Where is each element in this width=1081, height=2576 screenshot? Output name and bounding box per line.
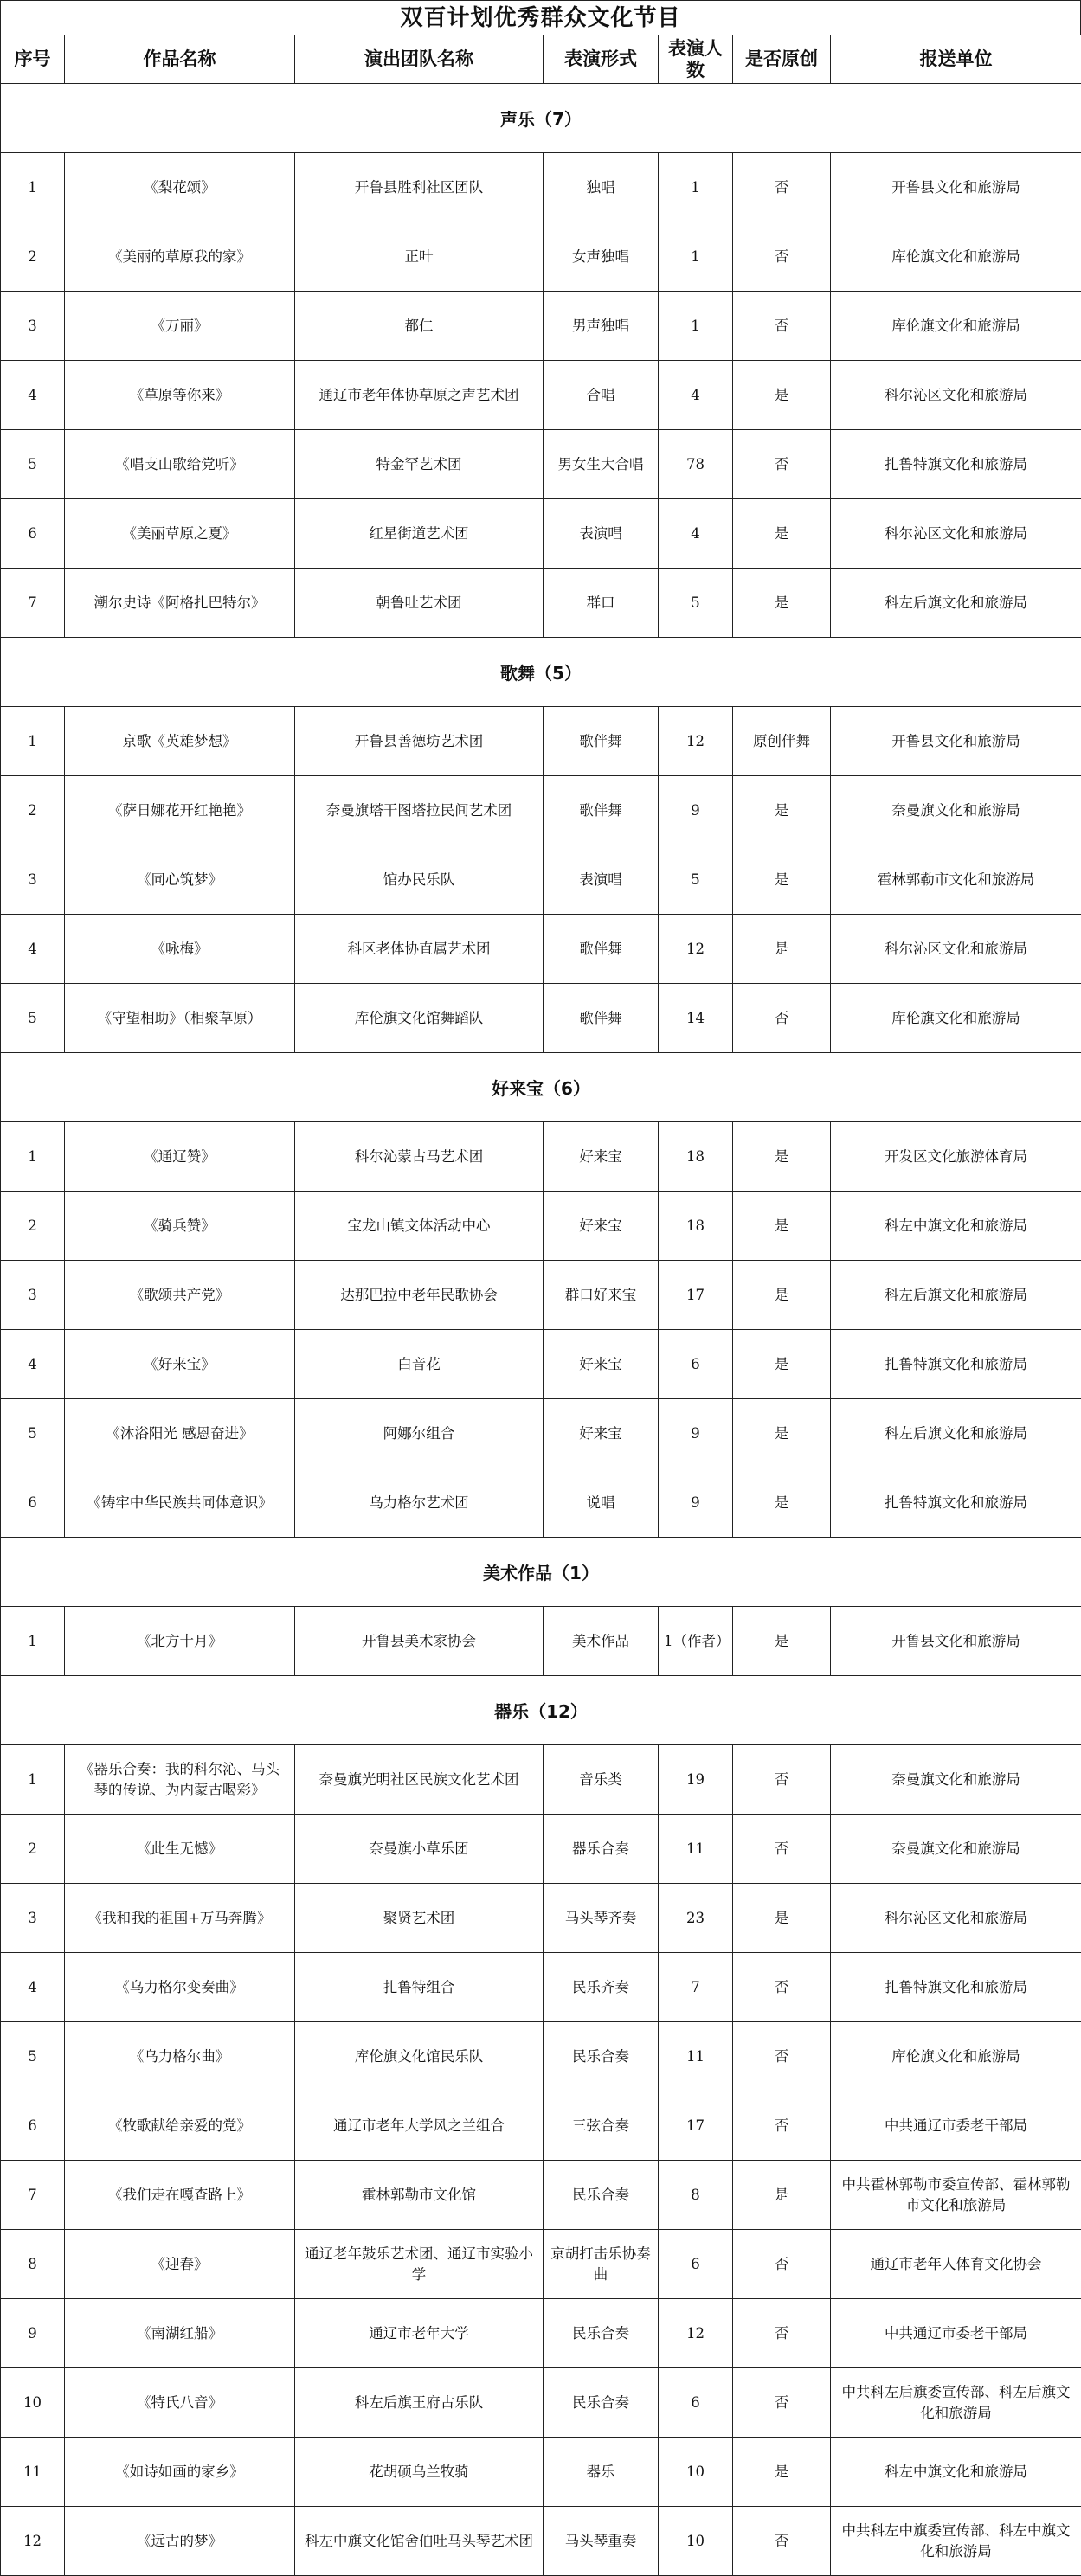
table-row [1, 1745, 1081, 1815]
cell-work-name: 《好来宝》 [65, 1330, 295, 1399]
cell-work-name: 《北方十月》 [65, 1607, 295, 1676]
cell-team-name: 红星街道艺术团 [295, 499, 544, 569]
cell-form: 群口好来宝 [544, 1261, 659, 1330]
cell-team-name: 科区老体协直属艺术团 [295, 915, 544, 984]
cell-team-name: 达那巴拉中老年民歌协会 [295, 1261, 544, 1330]
cell-original: 否 [733, 2299, 831, 2368]
cell-original: 否 [733, 292, 831, 361]
cell-work-name: 《铸牢中华民族共同体意识》 [65, 1468, 295, 1538]
table-row [1, 2507, 1081, 2576]
table-row [1, 1607, 1081, 1676]
cell-performers: 4 [659, 361, 733, 430]
section-header-row [1, 638, 1081, 707]
table-row [1, 845, 1081, 915]
cell-team-name: 通辽老年鼓乐艺术团、通辽市实验小学 [295, 2230, 544, 2299]
cell-form: 男声独唱 [544, 292, 659, 361]
cell-work-name: 《特氏八音》 [65, 2368, 295, 2438]
cell-team-name: 乌力格尔艺术团 [295, 1468, 544, 1538]
cell-performers: 14 [659, 984, 733, 1053]
cell-performers: 11 [659, 2022, 733, 2091]
cell-team-name: 通辽市老年大学风之兰组合 [295, 2091, 544, 2161]
table-row [1, 776, 1081, 845]
cell-original: 否 [733, 222, 831, 292]
cell-team-name: 阿娜尔组合 [295, 1399, 544, 1468]
cell-performers: 9 [659, 1399, 733, 1468]
table-row [1, 1399, 1081, 1468]
cell-original: 否 [733, 2022, 831, 2091]
cell-performers: 17 [659, 1261, 733, 1330]
cell-index: 5 [1, 2022, 65, 2091]
cell-performers: 12 [659, 915, 733, 984]
table-row [1, 499, 1081, 569]
cell-performers: 6 [659, 2368, 733, 2438]
table-row [1, 1815, 1081, 1884]
cell-work-name: 《同心筑梦》 [65, 845, 295, 915]
cell-team-name: 宝龙山镇文体活动中心 [295, 1192, 544, 1261]
cell-index: 4 [1, 915, 65, 984]
cell-submitting-unit: 中共通辽市委老干部局 [831, 2299, 1081, 2368]
cell-work-name: 《美丽草原之夏》 [65, 499, 295, 569]
cell-original: 是 [733, 1468, 831, 1538]
cell-form: 京胡打击乐协奏曲 [544, 2230, 659, 2299]
cell-team-name: 通辽市老年大学 [295, 2299, 544, 2368]
cell-performers: 5 [659, 845, 733, 915]
table-row [1, 361, 1081, 430]
cell-form: 马头琴齐奏 [544, 1884, 659, 1953]
table-row [1, 430, 1081, 499]
section-title: 声乐（7） [1, 84, 1081, 153]
cell-performers: 17 [659, 2091, 733, 2161]
cell-form: 三弦合奏 [544, 2091, 659, 2161]
cell-team-name: 都仁 [295, 292, 544, 361]
cell-team-name: 特金罕艺术团 [295, 430, 544, 499]
cell-submitting-unit: 开发区文化旅游体育局 [831, 1122, 1081, 1192]
cell-work-name: 《我和我的祖国+万马奔腾》 [65, 1884, 295, 1953]
cell-work-name: 《骑兵赞》 [65, 1192, 295, 1261]
cell-work-name: 《南湖红船》 [65, 2299, 295, 2368]
program-table [0, 35, 1081, 2576]
cell-performers: 11 [659, 1815, 733, 1884]
cell-team-name: 科尔沁蒙古马艺术团 [295, 1122, 544, 1192]
cell-form: 歌伴舞 [544, 915, 659, 984]
cell-index: 3 [1, 292, 65, 361]
section-header-row [1, 84, 1081, 153]
cell-work-name: 《萨日娜花开红艳艳》 [65, 776, 295, 845]
cell-performers: 9 [659, 776, 733, 845]
cell-submitting-unit: 科尔沁区文化和旅游局 [831, 915, 1081, 984]
cell-submitting-unit: 库伦旗文化和旅游局 [831, 984, 1081, 1053]
cell-work-name: 《乌力格尔变奏曲》 [65, 1953, 295, 2022]
cell-team-name: 科左中旗文化馆舍伯吐马头琴艺术团 [295, 2507, 544, 2576]
cell-original: 是 [733, 1607, 831, 1676]
cell-performers: 18 [659, 1192, 733, 1261]
section-title: 器乐（12） [1, 1676, 1081, 1745]
cell-form: 民乐合奏 [544, 2299, 659, 2368]
cell-submitting-unit: 通辽市老年人体育文化协会 [831, 2230, 1081, 2299]
cell-index: 9 [1, 2299, 65, 2368]
cell-team-name: 开鲁县美术家协会 [295, 1607, 544, 1676]
cell-submitting-unit: 科尔沁区文化和旅游局 [831, 1884, 1081, 1953]
cell-team-name: 聚贤艺术团 [295, 1884, 544, 1953]
cell-index: 5 [1, 430, 65, 499]
cell-form: 男女生大合唱 [544, 430, 659, 499]
cell-index: 1 [1, 1122, 65, 1192]
cell-performers: 1 [659, 222, 733, 292]
cell-work-name: 《远古的梦》 [65, 2507, 295, 2576]
cell-submitting-unit: 科左后旗文化和旅游局 [831, 569, 1081, 638]
cell-team-name: 花胡硕乌兰牧骑 [295, 2438, 544, 2507]
cell-submitting-unit: 中共通辽市委老干部局 [831, 2091, 1081, 2161]
cell-original: 是 [733, 1884, 831, 1953]
table-row [1, 2161, 1081, 2230]
cell-team-name: 科左后旗王府古乐队 [295, 2368, 544, 2438]
section-header-row [1, 1676, 1081, 1745]
cell-original: 是 [733, 569, 831, 638]
cell-submitting-unit: 扎鲁特旗文化和旅游局 [831, 430, 1081, 499]
cell-work-name: 《沐浴阳光 感恩奋进》 [65, 1399, 295, 1468]
table-row [1, 2438, 1081, 2507]
cell-performers: 1 [659, 153, 733, 222]
cell-index: 3 [1, 1884, 65, 1953]
header-submitting-unit: 报送单位 [831, 35, 1081, 84]
cell-index: 1 [1, 1607, 65, 1676]
cell-index: 12 [1, 2507, 65, 2576]
cell-submitting-unit: 扎鲁特旗文化和旅游局 [831, 1953, 1081, 2022]
section-header-row [1, 1053, 1081, 1122]
cell-index: 5 [1, 984, 65, 1053]
cell-original: 否 [733, 430, 831, 499]
cell-form: 民乐合奏 [544, 2368, 659, 2438]
cell-original: 是 [733, 1122, 831, 1192]
cell-original: 是 [733, 1399, 831, 1468]
cell-team-name: 库伦旗文化馆民乐队 [295, 2022, 544, 2091]
cell-work-name: 《牧歌献给亲爱的党》 [65, 2091, 295, 2161]
cell-performers: 12 [659, 707, 733, 776]
cell-form: 女声独唱 [544, 222, 659, 292]
cell-original: 是 [733, 1261, 831, 1330]
cell-team-name: 霍林郭勒市文化馆 [295, 2161, 544, 2230]
cell-original: 是 [733, 361, 831, 430]
table-row [1, 2368, 1081, 2438]
cell-index: 1 [1, 707, 65, 776]
cell-performers: 7 [659, 1953, 733, 2022]
table-row [1, 222, 1081, 292]
header-row [1, 35, 1081, 84]
cell-performers: 78 [659, 430, 733, 499]
cell-work-name: 《梨花颂》 [65, 153, 295, 222]
cell-original: 否 [733, 1953, 831, 2022]
cell-index: 1 [1, 153, 65, 222]
cell-submitting-unit: 中共霍林郭勒市委宣传部、霍林郭勒市文化和旅游局 [831, 2161, 1081, 2230]
cell-original: 是 [733, 915, 831, 984]
cell-original: 是 [733, 499, 831, 569]
section-title: 美术作品（1） [1, 1538, 1081, 1607]
cell-submitting-unit: 霍林郭勒市文化和旅游局 [831, 845, 1081, 915]
cell-team-name: 通辽市老年体协草原之声艺术团 [295, 361, 544, 430]
cell-submitting-unit: 中共科左后旗委宣传部、科左后旗文化和旅游局 [831, 2368, 1081, 2438]
table-row [1, 1330, 1081, 1399]
cell-form: 表演唱 [544, 845, 659, 915]
cell-work-name: 《通辽赞》 [65, 1122, 295, 1192]
cell-team-name: 扎鲁特组合 [295, 1953, 544, 2022]
cell-index: 11 [1, 2438, 65, 2507]
cell-team-name: 正叶 [295, 222, 544, 292]
table-row [1, 2022, 1081, 2091]
cell-work-name: 《美丽的草原我的家》 [65, 222, 295, 292]
cell-form: 好来宝 [544, 1122, 659, 1192]
cell-index: 2 [1, 776, 65, 845]
cell-index: 6 [1, 1468, 65, 1538]
cell-submitting-unit: 库伦旗文化和旅游局 [831, 2022, 1081, 2091]
cell-original: 否 [733, 1815, 831, 1884]
document-title: 双百计划优秀群众文化节目 [0, 0, 1081, 35]
cell-work-name: 《唱支山歌给党听》 [65, 430, 295, 499]
cell-team-name: 库伦旗文化馆舞蹈队 [295, 984, 544, 1053]
table-row [1, 1261, 1081, 1330]
cell-performers: 6 [659, 1330, 733, 1399]
cell-original: 否 [733, 153, 831, 222]
cell-performers: 9 [659, 1468, 733, 1538]
cell-index: 2 [1, 1192, 65, 1261]
cell-work-name: 《迎春》 [65, 2230, 295, 2299]
table-row [1, 2091, 1081, 2161]
cell-performers: 19 [659, 1745, 733, 1815]
cell-form: 好来宝 [544, 1192, 659, 1261]
header-index: 序号 [1, 35, 65, 84]
table-body [1, 84, 1081, 2576]
cell-team-name: 奈曼旗塔干图塔拉民间艺术团 [295, 776, 544, 845]
cell-submitting-unit: 科左后旗文化和旅游局 [831, 1399, 1081, 1468]
cell-work-name: 京歌《英雄梦想》 [65, 707, 295, 776]
cell-performers: 10 [659, 2438, 733, 2507]
cell-work-name: 《草原等你来》 [65, 361, 295, 430]
cell-work-name: 《咏梅》 [65, 915, 295, 984]
cell-submitting-unit: 库伦旗文化和旅游局 [831, 222, 1081, 292]
table-row [1, 915, 1081, 984]
cell-team-name: 馆办民乐队 [295, 845, 544, 915]
cell-original: 是 [733, 1192, 831, 1261]
cell-original: 是 [733, 776, 831, 845]
cell-submitting-unit: 开鲁县文化和旅游局 [831, 1607, 1081, 1676]
cell-form: 独唱 [544, 153, 659, 222]
table-row [1, 2230, 1081, 2299]
section-title: 好来宝（6） [1, 1053, 1081, 1122]
cell-index: 8 [1, 2230, 65, 2299]
cell-team-name: 奈曼旗光明社区民族文化艺术团 [295, 1745, 544, 1815]
cell-submitting-unit: 库伦旗文化和旅游局 [831, 292, 1081, 361]
cell-form: 音乐类 [544, 1745, 659, 1815]
header-form: 表演形式 [544, 35, 659, 84]
cell-form: 马头琴重奏 [544, 2507, 659, 2576]
cell-index: 5 [1, 1399, 65, 1468]
table-row [1, 2299, 1081, 2368]
table-row [1, 1468, 1081, 1538]
cell-form: 歌伴舞 [544, 707, 659, 776]
header-original: 是否原创 [733, 35, 831, 84]
header-work-name: 作品名称 [65, 35, 295, 84]
cell-original: 是 [733, 1330, 831, 1399]
cell-performers: 4 [659, 499, 733, 569]
cell-index: 2 [1, 1815, 65, 1884]
cell-index: 4 [1, 1330, 65, 1399]
cell-index: 6 [1, 499, 65, 569]
cell-form: 表演唱 [544, 499, 659, 569]
cell-original: 是 [733, 845, 831, 915]
cell-work-name: 《乌力格尔曲》 [65, 2022, 295, 2091]
cell-submitting-unit: 科尔沁区文化和旅游局 [831, 361, 1081, 430]
cell-index: 3 [1, 845, 65, 915]
cell-performers: 18 [659, 1122, 733, 1192]
cell-submitting-unit: 中共科左中旗委宣传部、科左中旗文化和旅游局 [831, 2507, 1081, 2576]
cell-team-name: 白音花 [295, 1330, 544, 1399]
cell-performers: 1 [659, 292, 733, 361]
cell-form: 群口 [544, 569, 659, 638]
cell-index: 1 [1, 1745, 65, 1815]
cell-team-name: 奈曼旗小草乐团 [295, 1815, 544, 1884]
table-row [1, 292, 1081, 361]
table-row [1, 1122, 1081, 1192]
cell-work-name: 《守望相助》（相聚草原） [65, 984, 295, 1053]
cell-index: 10 [1, 2368, 65, 2438]
cell-index: 4 [1, 361, 65, 430]
cell-form: 民乐合奏 [544, 2161, 659, 2230]
cell-original: 否 [733, 1745, 831, 1815]
cell-original: 是 [733, 2438, 831, 2507]
table-row [1, 1192, 1081, 1261]
cell-form: 器乐 [544, 2438, 659, 2507]
cell-original: 原创伴舞 [733, 707, 831, 776]
cell-submitting-unit: 奈曼旗文化和旅游局 [831, 776, 1081, 845]
table-row [1, 1953, 1081, 2022]
cell-work-name: 《歌颂共产党》 [65, 1261, 295, 1330]
cell-performers: 10 [659, 2507, 733, 2576]
cell-work-name: 《如诗如画的家乡》 [65, 2438, 295, 2507]
header-team-name: 演出团队名称 [295, 35, 544, 84]
cell-original: 否 [733, 2091, 831, 2161]
cell-index: 7 [1, 569, 65, 638]
cell-form: 好来宝 [544, 1330, 659, 1399]
cell-work-name: 潮尔史诗《阿格扎巴特尔》 [65, 569, 295, 638]
section-header-row [1, 1538, 1081, 1607]
header-performers: 表演人数 [659, 35, 733, 84]
cell-performers: 12 [659, 2299, 733, 2368]
cell-form: 合唱 [544, 361, 659, 430]
cell-original: 否 [733, 2230, 831, 2299]
cell-performers: 8 [659, 2161, 733, 2230]
cell-original: 否 [733, 2507, 831, 2576]
cell-index: 7 [1, 2161, 65, 2230]
table-row [1, 707, 1081, 776]
cell-form: 歌伴舞 [544, 984, 659, 1053]
cell-form: 好来宝 [544, 1399, 659, 1468]
cell-form: 美术作品 [544, 1607, 659, 1676]
cell-index: 2 [1, 222, 65, 292]
cell-original: 是 [733, 2161, 831, 2230]
cell-form: 歌伴舞 [544, 776, 659, 845]
cell-team-name: 开鲁县胜利社区团队 [295, 153, 544, 222]
cell-index: 6 [1, 2091, 65, 2161]
cell-submitting-unit: 扎鲁特旗文化和旅游局 [831, 1330, 1081, 1399]
cell-work-name: 《器乐合奏：我的科尔沁、马头琴的传说、为内蒙古喝彩》 [65, 1745, 295, 1815]
cell-submitting-unit: 科左后旗文化和旅游局 [831, 1261, 1081, 1330]
cell-team-name: 朝鲁吐艺术团 [295, 569, 544, 638]
cell-performers: 1（作者） [659, 1607, 733, 1676]
cell-performers: 5 [659, 569, 733, 638]
cell-original: 否 [733, 984, 831, 1053]
cell-work-name: 《万丽》 [65, 292, 295, 361]
cell-performers: 23 [659, 1884, 733, 1953]
cell-submitting-unit: 开鲁县文化和旅游局 [831, 153, 1081, 222]
cell-submitting-unit: 科尔沁区文化和旅游局 [831, 499, 1081, 569]
cell-submitting-unit: 扎鲁特旗文化和旅游局 [831, 1468, 1081, 1538]
cell-performers: 6 [659, 2230, 733, 2299]
section-title: 歌舞（5） [1, 638, 1081, 707]
table-row [1, 569, 1081, 638]
cell-form: 民乐合奏 [544, 2022, 659, 2091]
cell-work-name: 《此生无憾》 [65, 1815, 295, 1884]
table-row [1, 984, 1081, 1053]
cell-submitting-unit: 科左中旗文化和旅游局 [831, 1192, 1081, 1261]
cell-submitting-unit: 开鲁县文化和旅游局 [831, 707, 1081, 776]
table-row [1, 153, 1081, 222]
cell-form: 民乐齐奏 [544, 1953, 659, 2022]
cell-submitting-unit: 科左中旗文化和旅游局 [831, 2438, 1081, 2507]
cell-work-name: 《我们走在嘎查路上》 [65, 2161, 295, 2230]
cell-original: 否 [733, 2368, 831, 2438]
cell-submitting-unit: 奈曼旗文化和旅游局 [831, 1815, 1081, 1884]
table-row [1, 1884, 1081, 1953]
cell-index: 3 [1, 1261, 65, 1330]
cell-team-name: 开鲁县善德坊艺术团 [295, 707, 544, 776]
cell-form: 器乐合奏 [544, 1815, 659, 1884]
cell-form: 说唱 [544, 1468, 659, 1538]
cell-index: 4 [1, 1953, 65, 2022]
cell-submitting-unit: 奈曼旗文化和旅游局 [831, 1745, 1081, 1815]
